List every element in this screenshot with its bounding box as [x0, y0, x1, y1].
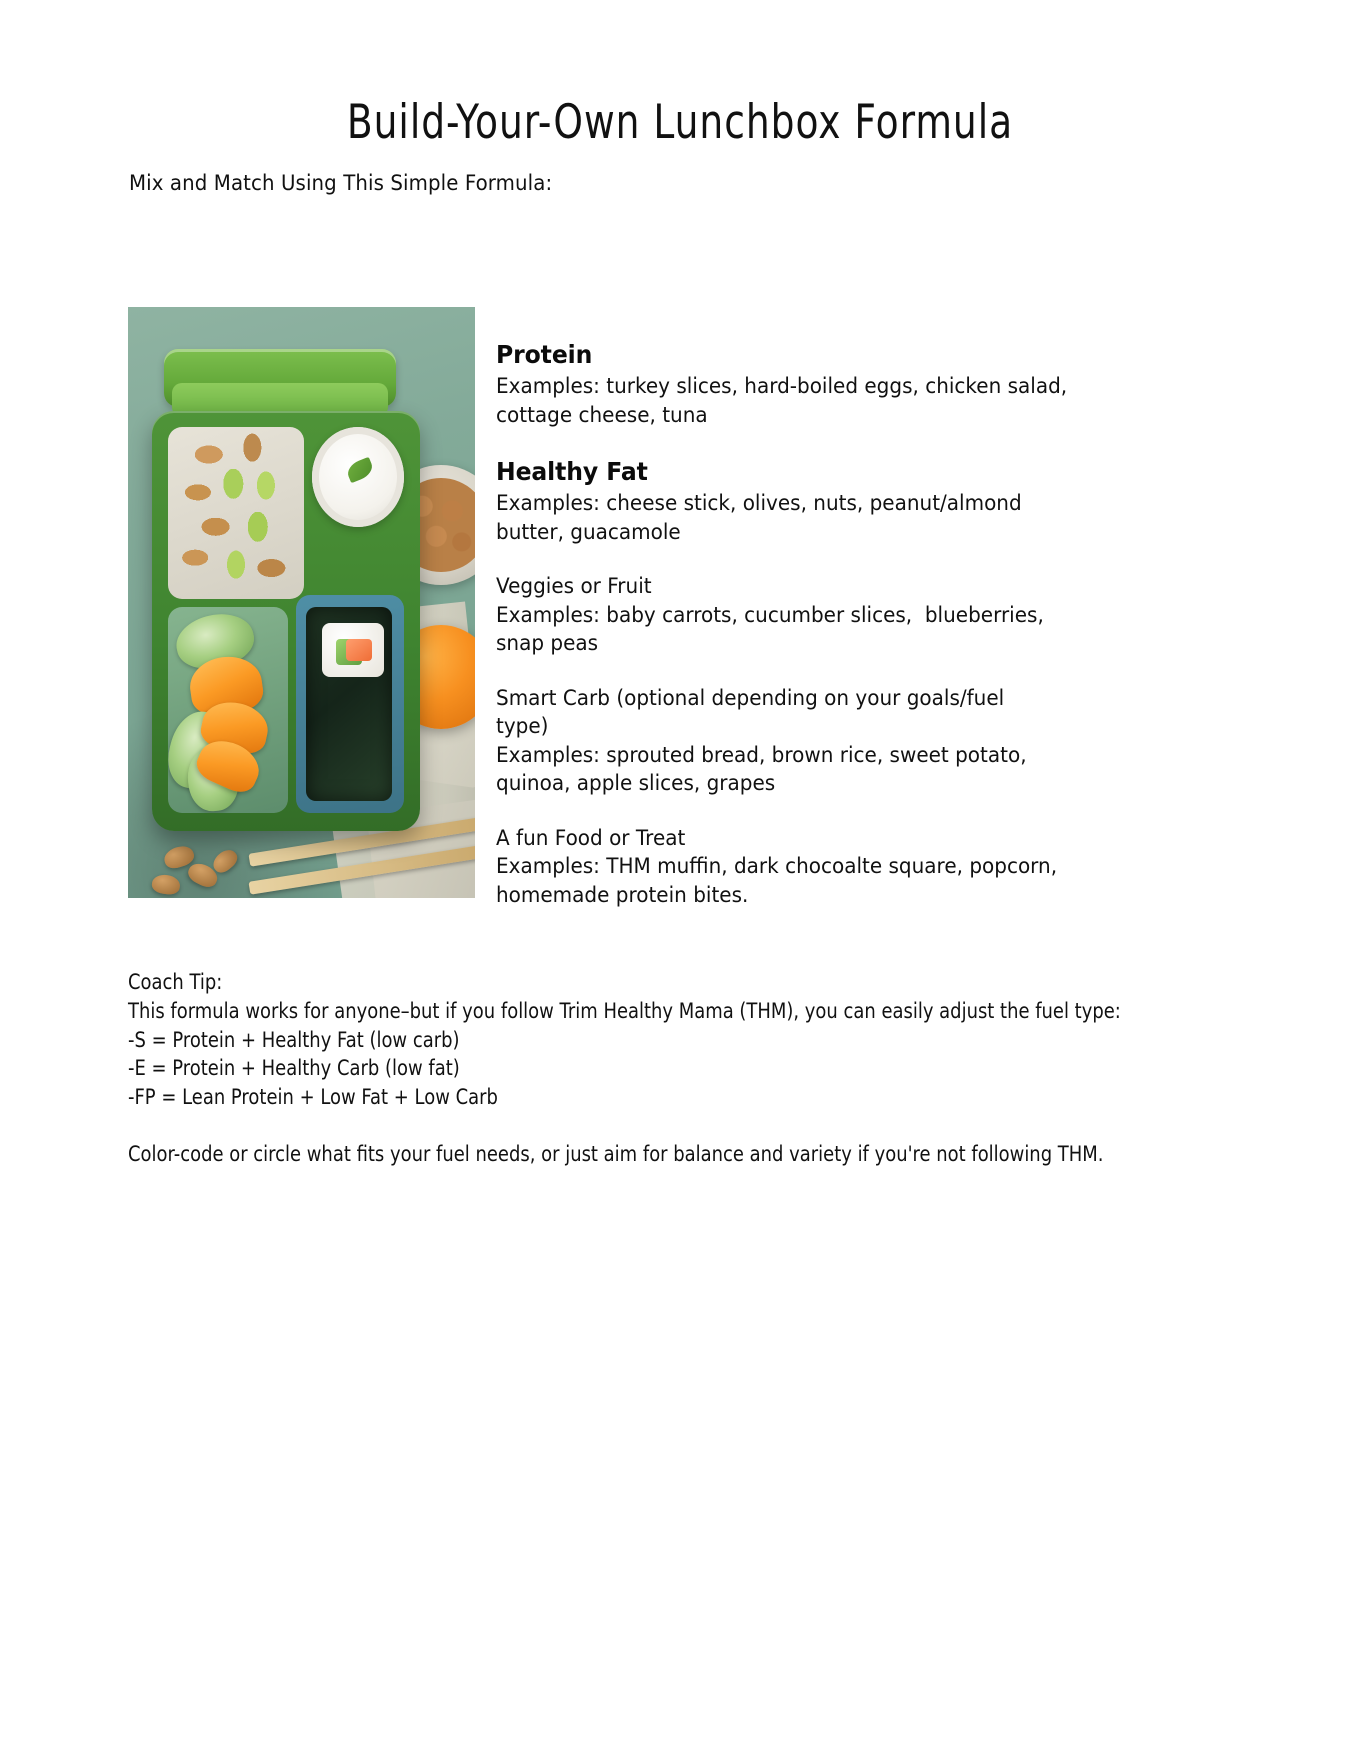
lunchbox-body — [152, 411, 420, 831]
section-body-healthy-fat: Examples: cheese stick, olives, nuts, peanut/almond butter, guacamole — [496, 491, 1029, 545]
intro-text: Mix and Match Using This Simple Formula: — [129, 171, 553, 196]
bento-lunchbox-photo — [128, 307, 475, 898]
section-heading-smart-carb: Smart Carb (optional depending on your goals/fuel type) — [496, 685, 1005, 739]
compartment-sushi-roll — [296, 595, 404, 813]
compartment-yogurt-cup — [312, 427, 404, 527]
section-body-smart-carb: Examples: sprouted bread, brown rice, sweet potato, quinoa, apple slices, grapes — [496, 742, 1033, 796]
loose-almond-3 — [151, 873, 181, 896]
section-heading-fun-food-or-treat: A fun Food or Treat — [496, 825, 686, 851]
nori-wrapped-roll — [306, 607, 392, 801]
section-veggies-or-fruit — [496, 573, 1096, 659]
section-body-veggies-or-fruit: Examples: baby carrots, cucumber slices, blueberries, snap peas — [496, 602, 1051, 656]
coach-tip-closing: Color-code or circle what fits your fuel needs, or just aim for balance and variety if you're not following THM. — [128, 1141, 1104, 1166]
spacer — [496, 430, 1096, 457]
page-title: Build-Your-Own Lunchbox Formula — [346, 95, 1014, 151]
section-healthy-fat — [496, 457, 1096, 547]
coach-tip-intro: This formula works for anyone–but if you follow Trim Healthy Mama (THM), you can easily adjust the fuel type: — [128, 998, 1121, 1023]
section-smart-carb — [496, 685, 1096, 799]
fuel-type-fp: -FP = Lean Protein + Low Fat + Low Carb — [128, 1085, 498, 1110]
photo-background — [128, 307, 475, 898]
section-protein — [496, 340, 1096, 430]
section-heading-veggies-or-fruit: Veggies or Fruit — [496, 574, 652, 599]
coach-tip-label: Coach Tip: — [128, 970, 223, 994]
coach-tip-block — [128, 968, 1198, 1169]
fuel-type-s: -S = Protein + Healthy Fat (low carb) — [128, 1027, 460, 1052]
section-fun-food-or-treat — [496, 825, 1096, 911]
sushi-salmon — [346, 639, 372, 661]
fuel-type-e: -E = Protein + Healthy Carb (low fat) — [128, 1056, 460, 1081]
spacer — [496, 659, 1096, 685]
formula-sections — [496, 340, 1096, 910]
spacer — [128, 1112, 1198, 1140]
compartment-cucumber-and-mandarin — [168, 607, 288, 813]
spacer — [496, 799, 1096, 825]
compartment-nuts-and-olives — [168, 427, 304, 599]
section-body-protein: Examples: turkey slices, hard-boiled eggs, chicken salad, cottage cheese, tuna — [496, 374, 1074, 428]
spacer — [496, 547, 1096, 573]
section-heading-healthy-fat: Healthy Fat — [496, 457, 648, 486]
section-body-fun-food-or-treat: Examples: THM muffin, dark chocoalte square, popcorn, homemade protein bites. — [496, 854, 1064, 908]
section-heading-protein: Protein — [496, 340, 593, 369]
